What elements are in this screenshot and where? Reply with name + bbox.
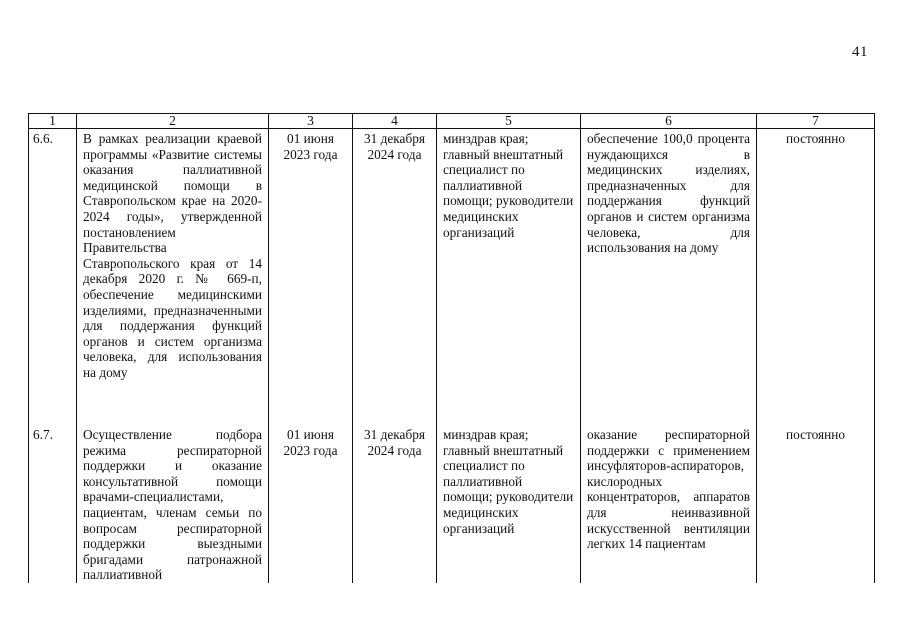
result-text: обеспечение 100,0 процента нуждающихся в медицинских изделиях, предназначенных для поддержания функций органов и систем организма человека, для использования на дому: [581, 129, 757, 420]
start-date: 01 июня 2023 года: [269, 419, 353, 583]
activity-text: В рамках реализации краевой программы «Развитие системы оказания паллиативной медицинской помощи в Ставропольском крае на 2020-2024 годы», утвержденной постановлением Правительства Ставропольского края от 14 декабря 2020 г. № 669-п, обеспечение медицинскими изделиями, предназначенными для поддержания функций органов и систем организма человека, для использования на дому: [77, 129, 269, 420]
start-date: 01 июня 2023 года: [269, 129, 353, 420]
end-date: 31 декабря 2024 года: [353, 129, 437, 420]
result-text: оказание респираторной поддержки с применением инсуфляторов-аспираторов, кислородных концентраторов, аппаратов для неинвазивной искусственной вентиляции легких 14 пациентам: [581, 419, 757, 583]
column-number: 5: [437, 114, 581, 129]
page-number: 41: [852, 44, 868, 60]
responsible-text: минздрав края; главный внештатный специалист по паллиативной помощи; руководители медицинских организаций: [437, 419, 581, 583]
table-row: [29, 129, 875, 420]
term-text: постоянно: [757, 419, 875, 583]
column-number: 2: [77, 114, 269, 129]
column-number: 6: [581, 114, 757, 129]
item-number: 6.7.: [29, 419, 77, 583]
term-text: постоянно: [757, 129, 875, 420]
table-row: [29, 419, 875, 583]
column-number-row: [29, 114, 875, 129]
end-date: 31 декабря 2024 года: [353, 419, 437, 583]
item-number: 6.6.: [29, 129, 77, 420]
column-number: 7: [757, 114, 875, 129]
column-number: 4: [353, 114, 437, 129]
activity-text: Осуществление подбора режима респираторной поддержки и оказание консультативной помощи врачами-специалистами, пациентам, членам семьи по вопросам респираторной поддержки выездными бригадами патронажной паллиативной: [77, 419, 269, 583]
column-number: 3: [269, 114, 353, 129]
responsible-text: минздрав края; главный внештатный специалист по паллиативной помощи; руководители медицинских организаций: [437, 129, 581, 420]
plan-table: [28, 113, 875, 583]
column-number: 1: [29, 114, 77, 129]
